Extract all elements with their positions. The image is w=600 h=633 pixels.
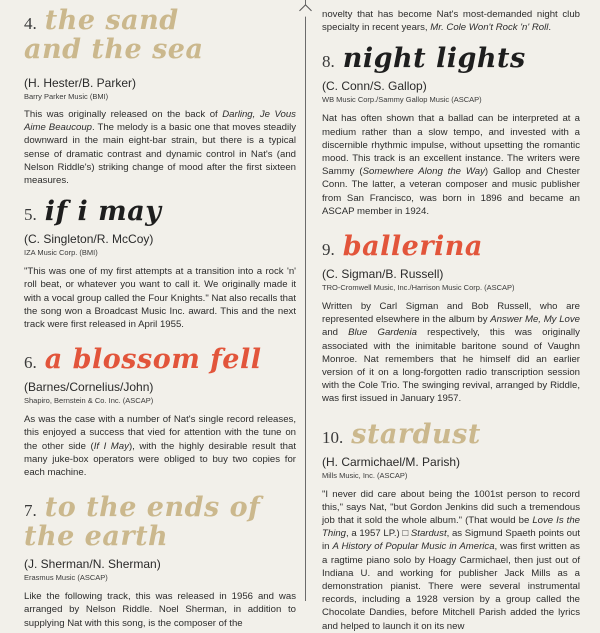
track-title: ballerina — [342, 231, 483, 263]
track-title: stardust — [351, 418, 481, 450]
track-credits: (J. Sherman/N. Sherman) — [24, 557, 161, 572]
track-publisher: Mills Music, Inc. (ASCAP) — [322, 470, 408, 480]
right-column — [322, 0, 580, 633]
column-divider — [305, 0, 306, 601]
track-notes: "This was one of my first attempts at a transition into a rock 'n' roll beat, or whatever you want to call it. We originally made it with a vocal group called the Four Knights." Nat also recalls that the song won a Broadcast Music Inc. award. This and the next track were first released in April 1955. — [24, 266, 296, 331]
track-publisher: Barry Parker Music (BMI) — [24, 92, 109, 101]
track-title-line2: and the sea — [24, 34, 204, 65]
track-notes: Like the following track, this was released in 1956 and was arranged by Nelson Riddle. Noel Sherman, in addition to supplying Nat with this song, is the composer of the — [24, 591, 296, 629]
track-title-line2: the earth — [24, 521, 169, 553]
continued-notes: novelty that has become Nat's most-demanded night club specialty in recent years, Mr. Cole Won't Rock 'n' Roll. — [322, 9, 580, 34]
track-4 — [24, 6, 296, 187]
track-credits: (Barnes/Cornelius/John) — [24, 380, 154, 395]
track-credits: (H. Hester/B. Parker) — [24, 76, 137, 90]
track-number: 4. — [24, 14, 37, 33]
track-credits: (C. Conn/S. Gallop) — [322, 79, 427, 94]
track-number: 9. — [322, 240, 335, 260]
track-number: 10. — [322, 427, 344, 447]
track-notes: Written by Carl Sigman and Bob Russell, who are represented elsewhere in the album by Answer Me, My Love and Blue Gardenia respectively, this was originally associated with the inimitable baritone sound of Vaughn Monroe. Nat remembers that he himself did an earlier version of it on a long-forgotten radio transcription session with the Cole Trio. The swinging revival, arranged by Riddle, was first issued in January 1957. — [322, 301, 580, 405]
track-credits: (C. Sigman/B. Russell) — [322, 267, 444, 282]
track-notes: This was originally released on the back of Darling, Je Vous Aime Beaucoup. The melody is a basic one that moves steadily downward in the main eight-bar strain, but there is a typical sense of dramatic contrast and dynamic control in Nat's (and Nelson Riddle's) striking change of mood after the first sixteen measures. — [24, 109, 296, 187]
track-notes: "I never did care about being the 1001st person to record this," says Nat, "but Gordon Jenkins did such a tremendous job that it sold the whole album." (That would be Love Is the Thing, a 1957 LP.) □ Stardust, as Sigmund Spaeth points out in A History of Popular Music in America, was first written as a ragtime piano solo by Hoagy Carmichael, then just out of Indiana U. and working for publisher Jack Mills as a demonstration pianist. There were several instrumental records, including a 1928 version by a group called the Chocolate Dandies, before Mitchell Parish added the lyrics and helped to launch it on its new — [322, 488, 581, 632]
track-title: a blossom fell — [44, 344, 262, 376]
track-7 — [24, 493, 296, 630]
track-publisher: WB Music Corp./Sammy Gallop Music (ASCAP) — [322, 95, 482, 105]
track-publisher: Erasmus Music (ASCAP) — [24, 573, 108, 583]
track-publisher: TRO-Cromwell Music, Inc./Harrison Music Corp. (ASCAP) — [322, 283, 515, 293]
track-5 — [24, 197, 296, 331]
track-publisher: Shapiro, Bernstein & Co. Inc. (ASCAP) — [24, 396, 154, 406]
track-credits: (C. Singleton/R. McCoy) — [24, 232, 154, 247]
track-9 — [322, 232, 580, 406]
track-title: if i may — [44, 196, 162, 228]
divider-ornament — [299, 4, 312, 17]
track-title: to the ends of — [44, 492, 261, 524]
track-publisher: IZA Music Corp. (BMI) — [24, 248, 98, 258]
track-number: 8. — [322, 52, 335, 72]
track-notes: Nat has often shown that a ballad can be interpreted at a medium rather than a slow tempo, and invested with a discernible rhythmic impulse, without upsetting the romantic mood. This track is an excellent instance. The writers were Sammy (Somewhere Along the Way) Gallop and Chester Conn. The latter, a veteran composer and music publisher from San Francisco, was born in 1896 and became an ASCAP member in 1924. — [322, 113, 580, 217]
track-title: night lights — [342, 43, 526, 75]
track-title: the sand — [44, 5, 179, 36]
track-8 — [322, 44, 580, 218]
track-6 — [24, 345, 296, 479]
left-column — [24, 0, 296, 630]
track-number: 7. — [24, 501, 37, 521]
track-credits: (H. Carmichael/M. Parish) — [322, 454, 461, 469]
track-number: 5. — [24, 205, 37, 225]
track-notes: As was the case with a number of Nat's single record releases, this enjoyed a success that vied for attention with the tune on the other side (If I May), with the highly desirable result that many juke-box operators were obliged to buy two copies for each machine. — [24, 414, 297, 479]
track-number: 6. — [24, 353, 37, 373]
